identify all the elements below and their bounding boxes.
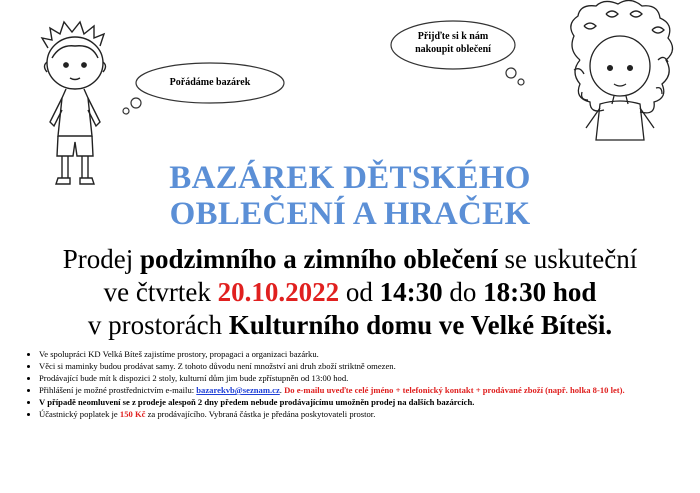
- rule-item: • V případě neomluvení se z prodeje alespoň 2 dny předem nebude prodávajícímu umožněn prodej na dalších bazárcích.: [39, 396, 700, 408]
- rule6-text-b: za prodávajícího. Vybraná částka je předána poskytovateli prostor.: [145, 409, 376, 419]
- rule6-text-a: Účastnický poplatek je: [39, 409, 120, 419]
- intro-l3-a: v prostorách: [87, 310, 229, 340]
- fee-amount: 150 Kč: [119, 409, 146, 419]
- event-time-from: 14:30: [379, 277, 443, 307]
- email-link[interactable]: bazarekvb@seznam.cz: [196, 385, 280, 395]
- right-bubble-line1: Přijďte si k nám: [417, 31, 489, 42]
- rule-item: • Prodávající bude mít k dispozici 2 stoly, kulturní dům jim bude zpřístupněn od 13:00 hod.: [39, 372, 700, 384]
- rule4-text-a: Přihlášení je možné prostřednictvím e-mailu:: [39, 385, 197, 395]
- intro-l1-a: Prodej: [62, 244, 140, 274]
- rule-item: [39, 408, 700, 420]
- intro-line3: [0, 309, 700, 341]
- intro-line1: [0, 243, 700, 275]
- rule-item: • Věci si maminky budou prodávat samy. Z tohoto důvodu není množství ani druh zboží striktně omezen.: [39, 360, 700, 372]
- intro-l2-b: od: [339, 277, 380, 307]
- intro-line2: [0, 276, 700, 308]
- event-date: 20.10.2022: [217, 277, 340, 307]
- intro-l2-c: do: [442, 277, 484, 307]
- girl-illustration-icon: [560, 0, 685, 155]
- right-bubble-line2: nakoupit oblečení: [415, 44, 491, 55]
- page-title-line2: OBLEČENÍ A HRAČEK: [169, 196, 531, 232]
- rule-item: • Ve spolupráci KD Velká Bíteš zajistíme prostory, propagaci a organizaci bazárku.: [39, 348, 700, 360]
- intro-l2-a: ve čtvrtek: [103, 277, 218, 307]
- rules-list: [22, 348, 700, 420]
- event-time-to: 18:30 hod: [483, 277, 597, 307]
- rule4-text-b: .: [279, 385, 285, 395]
- left-bubble-text: Pořádáme bazárek: [169, 77, 251, 88]
- intro-l1-c: se uskuteční: [497, 244, 638, 274]
- rule4-red-text: Do e-mailu uveďte celé jméno + telefonický kontakt + prodávané zboží (např. holka 8-10 let).: [284, 385, 625, 395]
- intro-l1-b: podzimního a zimního oblečení: [139, 244, 498, 274]
- page-title-line1: BAZÁREK DĚTSKÉHO: [169, 160, 531, 196]
- right-bubble-text: [398, 30, 508, 56]
- event-venue: Kulturního domu ve Velké Bíteši.: [228, 310, 613, 340]
- rule-item: [39, 384, 700, 396]
